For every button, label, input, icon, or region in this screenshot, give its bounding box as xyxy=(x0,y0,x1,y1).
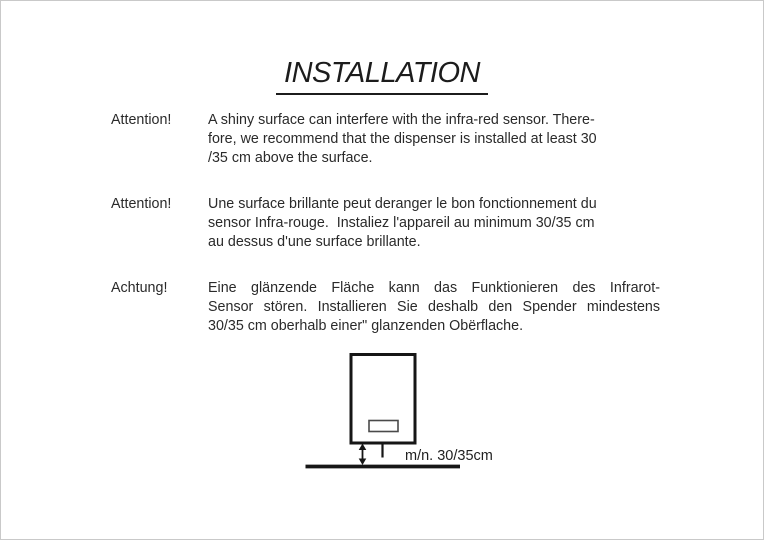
paragraph-label: Attention! xyxy=(111,196,172,212)
paragraph-label: Attention! xyxy=(111,112,172,128)
paragraph-line: A shiny surface can interfere with the infra-red sensor. There- xyxy=(208,112,595,128)
paragraph-line: /35 cm above the surface. xyxy=(208,150,373,166)
page-title xyxy=(1,57,763,95)
paragraph-line: fore, we recommend that the dispenser is installed at least 30 xyxy=(208,131,597,147)
dispenser-outline xyxy=(351,355,415,444)
paragraph-line: 30/35 cm oberhalb einer" glanzenden Obërflache. xyxy=(208,318,524,334)
sensor-window xyxy=(369,421,398,432)
paragraph-label: Achtung! xyxy=(111,280,168,296)
paragraph-text xyxy=(208,279,660,336)
dimension-label: m/n. 30/35cm xyxy=(405,448,493,464)
paragraph-line: Une surface brillante peut deranger le bon fonctionnement du xyxy=(208,196,597,212)
page-title-text: INSTALLATION xyxy=(276,57,488,95)
paragraph-line: au dessus d'une surface brillante. xyxy=(208,234,421,250)
paragraph-line: sensor Infra-rouge. Instaliez l'appareil au minimum 30/35 cm xyxy=(208,215,595,231)
paragraph-french xyxy=(111,195,660,252)
paragraph-english xyxy=(111,111,660,168)
distance-arrow-down-head xyxy=(359,459,367,466)
paragraph-line: Eine glänzende Fläche kann das Funktionieren des Infrarot- xyxy=(208,280,660,296)
paragraph-line: Sensor stören. Installieren Sie deshalb den Spender mindestens xyxy=(208,299,660,315)
distance-arrow-up-head xyxy=(359,444,367,451)
paragraph-german xyxy=(111,279,660,336)
distance-arrow xyxy=(359,444,367,466)
paragraph-text xyxy=(208,195,660,252)
paragraph-text xyxy=(208,111,660,168)
